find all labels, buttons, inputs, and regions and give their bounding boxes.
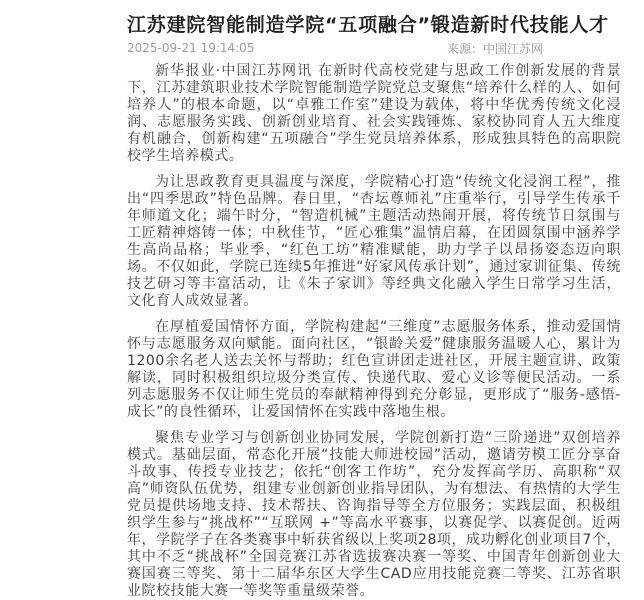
- article-container: [127, 13, 621, 600]
- article-paragraph: 在厚植爱国情怀方面，学院构建起“三维度”志愿服务体系，推动爱国情怀与志愿服务双向赋能。面向社区，“银龄关爱”健康服务温暖人心，累计为1200余名老人送去关怀与帮助；红色宣讲团走进社区，开展主题宣讲、政策解读，同时积极组织垃圾分类宣传、快递代取、爱心义诊等便民活动。一系列志愿服务不仅让师生党员的奉献精神得到充分彰显，更形成了“服务-感悟-成长”的良性循环，让爱国情怀在实践中落地生根。: [127, 319, 621, 420]
- article-paragraph: 聚焦专业学习与创新创业协同发展，学院创新打造“三阶递进”双创培养模式。基础层面，常态化开展“技能大师进校园”活动，邀请劳模工匠分享奋斗故事、传授专业技艺；依托“创客工作坊”，充分发挥高学历、高职称“双高”师资队伍优势，组建专业创新创业指导团队，为有想法、有热情的大学生党员提供场地支持、技术帮扶、咨询指导等全方位服务；实践层面，积极组织学生参与“挑战杯”“互联网 +”等高水平赛事，以赛促学、以赛促创。近两年，学院学子在各类赛事中斩获省级以上奖项28项，成功孵化创业项目7个，其中不乏“挑战杯”全国竞赛江苏省选拔赛决赛一等奖、中国青年创新创业大赛国赛三等奖、第十二届华东区大学生CAD应用技能竞赛二等奖、江苏省职业院校技能大赛一等奖等重量级荣誉。: [127, 430, 621, 599]
- article-body: [127, 63, 621, 600]
- article-paragraph: 为让思政教育更具温度与深度，学院精心打造“传统文化浸润工程”，推出“四季思政”特色品牌。春日里，“杏坛尊师礼”庄重举行，引导学生传承千年师道文化；端午时分，“智造机械”主题活动热闹开展，将传统节日氛围与工匠精神熔铸一体；中秋佳节，“匠心雅集”温情启幕，在团圆氛围中涵养学生高尚品格；毕业季，“红色工坊”精准赋能，助力学子以昂扬姿态迈向职场。不仅如此，学院已连续5年推进“好家风传承计划”，通过家训征集、传统技艺研习等丰富活动，让《朱子家训》等经典文化融入学生日常学习生活，文化育人成效显著。: [127, 174, 621, 309]
- page-title: 江苏建院智能制造学院“五项融合”锻造新时代技能人才: [127, 14, 609, 36]
- article-paragraph: 新华报业·中国江苏网讯 在新时代高校党建与思政工作创新发展的背景下，江苏建筑职业技术学院智能制造学院党总支聚焦“培养什么样的人、如何培养人”的根本命题，以“卓雅工作室”建设为载体，将中华优秀传统文化浸润、志愿服务实践、创新创业培育、社会实践锤炼、家校协同育人五大维度有机融合，创新构建“五项融合”学生党员培养体系，形成独具特色的高职院校学生培养模式。: [127, 63, 621, 164]
- source-label: 来源：中国江苏网: [447, 42, 544, 56]
- publish-date: 2025-09-21 19:14:05: [127, 41, 255, 55]
- article-meta: [127, 41, 621, 55]
